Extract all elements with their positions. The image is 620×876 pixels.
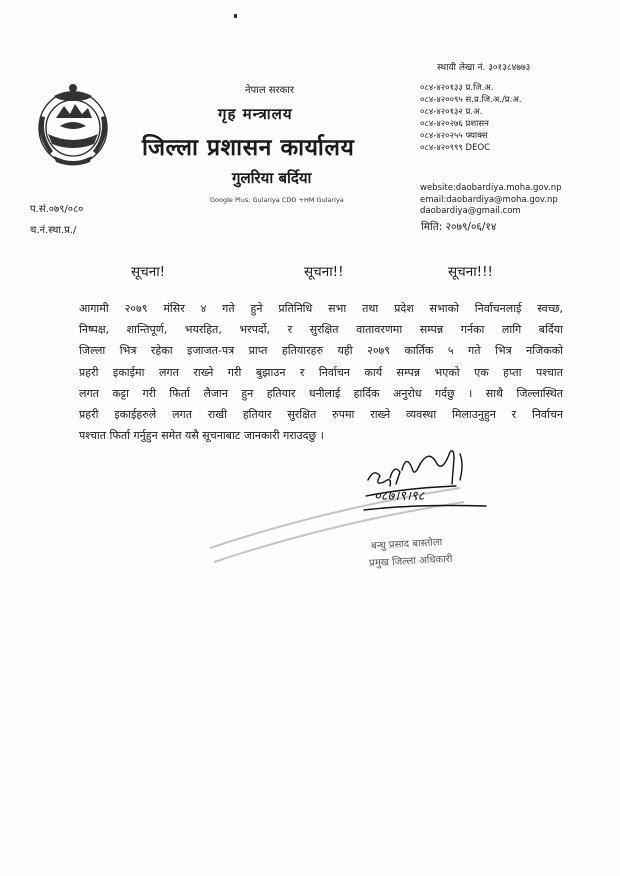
contact-web <box>420 183 561 218</box>
website-link[interactable]: website:daobardiya.moha.gov.np <box>420 183 562 193</box>
body-line: जिल्ला भित्र रहेका इजाजत-पत्र प्राप्त हतियारहरु यही २०७९ कार्तिक ५ गते भित्र नजिकको <box>79 344 563 358</box>
signatory-name: बन्धु प्रसाद बास्तोला <box>370 537 443 552</box>
notice-title-2: सूचना!! <box>304 264 344 280</box>
notice-title-3: सूचना!!! <box>448 264 493 280</box>
letter-date: मिति: २०७९/०६/१४ <box>421 221 497 233</box>
phone-line: ०८४-४२००९५ स.प्र.जि.अ./प्र.अ. <box>420 95 522 105</box>
email-link[interactable]: email:daobardiya@moha.gov.np <box>420 194 558 205</box>
scan-speck <box>234 14 237 18</box>
phone-line: ०८४-४२०१३२ प्र.अ. <box>420 107 483 117</box>
body-line: लगत कट्टा गरी फिर्ता लैजान हुन हतियार धनीलाई हार्दिक अनुरोध गर्दछु । साथै जिल्लास्थित <box>79 386 563 400</box>
notice-body <box>79 298 563 446</box>
ministry-name: गृह मन्त्रालय <box>218 105 293 123</box>
phone-line: ०८४-४२०२७६ प्रशासन <box>420 119 489 129</box>
phone-list <box>420 82 522 154</box>
google-plus-label: Google Plus: Gulariya CDO +HM Gulariya <box>210 196 344 204</box>
phone-line: ०८४-४२०२५५ फ्याक्स <box>420 131 488 141</box>
nepal-emblem-icon <box>34 78 112 170</box>
office-name: जिल्ला प्रशासन कार्यालय <box>142 135 355 161</box>
government-label: नेपाल सरकार <box>245 85 294 96</box>
notice-title-1: सूचना! <box>131 264 166 280</box>
signature-number: ०८७।९।९८ <box>374 489 425 504</box>
body-line: निष्पक्ष, शान्तिपूर्ण, भयरहित, भरपर्दो, र सुरक्षित वातावरणमा सम्पन्न गर्नका लागि बर्दिया <box>79 323 563 337</box>
signatory-title: प्रमुख जिल्ला अधिकारी <box>368 553 453 570</box>
body-line: पश्चात फिर्ता गर्नुहुन समेत यसै सूचनाबाट जानकारी गराउदछु । <box>79 429 324 443</box>
letter-number: प.सं.०७९/०८० <box>30 204 84 215</box>
phone-line: ०८४-४२०१३३ प्र.जि.अ. <box>420 83 494 93</box>
body-line: प्रहरी इकाईहरुले लगत राखी हतियार सुरक्षित रुपमा राख्ने व्यवस्था मिलाउनुहुन र निर्वाचन <box>79 408 563 422</box>
body-line: आगामी २०७९ मंसिर ४ गते हुने प्रतिनिधि सभा तथा प्रदेश सभाको निर्वाचनलाई स्वच्छ, <box>79 302 563 315</box>
dispatch-number: च.नं.स्था.प्र./ <box>30 225 77 236</box>
office-city: गुलरिया बर्दिया <box>232 169 312 187</box>
body-line: प्रहरी इकाईमा लगत राख्ने गरी बुझाउन र निर्वाचन कार्य सम्पन्न भएको एक हप्ता पश्चात <box>79 365 563 379</box>
phone-line: ०८४-४२०९९९ DEOC <box>420 143 491 153</box>
email-link-2[interactable]: daobardiya@gmail.com <box>420 206 521 216</box>
account-number: स्थायी लेखा नं. ३०१३८४७७३ <box>437 63 531 73</box>
